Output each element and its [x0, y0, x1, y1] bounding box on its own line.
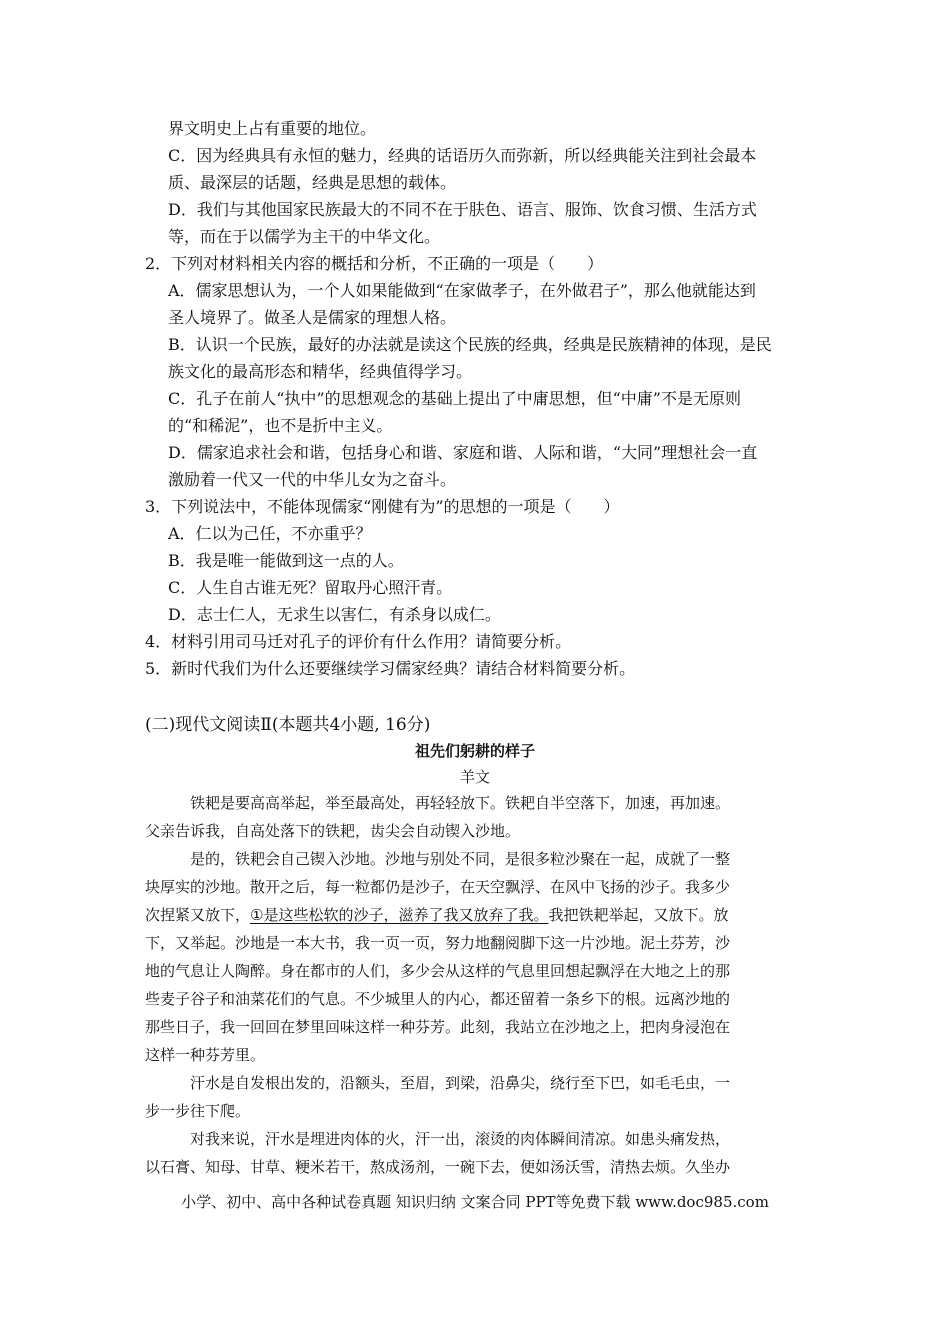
section-heading: (二)现代文阅读Ⅱ(本题共4小题, 16分) — [145, 715, 431, 735]
q3-stem: 3．下列说法中，不能体现儒家“刚健有为”的思想的一项是（ ） — [145, 497, 620, 516]
text-segment: 我把铁耙举起，又放下。放 — [548, 906, 729, 924]
q1-option-c-line2: 质、最深层的话题，经典是思想的载体。 — [168, 173, 457, 192]
q2-option-c-line2: 的“和稀泥”，也不是折中主义。 — [168, 416, 393, 435]
q1-option-c-line1: C．因为经典具有永恒的魅力，经典的话语历久而弥新，所以经典能关注到社会最本 — [168, 146, 757, 165]
q2-option-d-line1: D．儒家追求社会和谐，包括身心和谐、家庭和谐、人际和谐，“大同”理想社会一直 — [168, 443, 758, 462]
paragraph-line: 下，又举起。沙地是一本大书，我一页一页，努力地翻阅脚下这一片沙地。泥土芬芳，沙 — [145, 934, 731, 952]
paragraph-line-with-underline — [145, 905, 728, 925]
paragraph-line: 步一步往下爬。 — [145, 1102, 251, 1120]
footer-banner: 小学、初中、高中各种试卷真题 知识归纳 文案合同 PPT等免费下载 www.doc985.com — [181, 1193, 769, 1211]
paragraph-line: 对我来说，汗水是埋进肉体的火，汗一出，滚烫的肉体瞬间清凉。如患头痛发热， — [190, 1130, 731, 1148]
q2-option-d-line2: 激励着一代又一代的中华儿女为之奋斗。 — [168, 470, 457, 489]
underlined-sentence-1: ①是这些松软的沙子，滋养了我又放弃了我。 — [250, 906, 549, 924]
q3-option-c: C．人生自古谁无死？留取丹心照汗青。 — [168, 578, 453, 597]
paragraph-line: 地的气息让人陶醉。身在都市的人们，多少会从这样的气息里回想起飘浮在大地之上的那 — [145, 962, 731, 980]
paragraph-line: 以石膏、知母、甘草、粳米若干，熬成汤剂，一碗下去，便如汤沃雪，清热去烦。久坐办 — [145, 1158, 731, 1176]
paragraph-line: 是的，铁耙会自己锲入沙地。沙地与别处不同，是很多粒沙聚在一起，成就了一整 — [190, 850, 731, 868]
q2-option-b-line2: 族文化的最高形态和精华，经典值得学习。 — [168, 362, 473, 381]
paragraph-line: 汗水是自发根出发的，沿额头，至眉，到梁，沿鼻尖，绕行至下巴，如毛毛虫，一 — [190, 1074, 731, 1092]
text-segment: 次捏紧又放下， — [145, 906, 251, 924]
paragraph-line: 父亲告诉我，自高处落下的铁耙，齿尖会自动锲入沙地。 — [145, 822, 521, 840]
paragraph-line: 铁耙是要高高举起，举至最高处，再轻轻放下。铁耙自半空落下，加速，再加速。 — [190, 794, 731, 812]
q1-option-d-line1: D．我们与其他国家民族最大的不同不在于肤色、语言、服饰、饮食习惯、生活方式 — [168, 200, 757, 219]
paragraph-line: 些麦子谷子和油菜花们的气息。不少城里人的内心，都还留着一条乡下的根。远离沙地的 — [145, 990, 731, 1008]
q5-stem: 5．新时代我们为什么还要继续学习儒家经典？请结合材料简要分析。 — [145, 659, 636, 678]
q2-option-b-line1: B．认识一个民族，最好的办法就是读这个民族的经典，经典是民族精神的体现，是民 — [168, 335, 772, 354]
q3-option-a: A．仁以为己任，不亦重乎？ — [168, 524, 372, 543]
q2-option-a-line1: A．儒家思想认为，一个人如果能做到“在家做孝子，在外做君子”，那么他就能达到 — [168, 281, 756, 300]
q3-option-b: B．我是唯一能做到这一点的人。 — [168, 551, 404, 570]
q1-option-b-tail: 界文明史上占有重要的地位。 — [168, 119, 377, 138]
q1-option-d-line2: 等，而在于以儒学为主干的中华文化。 — [168, 227, 441, 246]
passage-title: 祖先们躬耕的样子 — [414, 742, 535, 760]
passage-author: 羊文 — [459, 768, 490, 786]
paragraph-line: 块厚实的沙地。散开之后，每一粒都仍是沙子，在天空飘浮、在风中飞扬的沙子。我多少 — [145, 878, 731, 896]
q3-option-d: D．志士仁人，无求生以害仁，有杀身以成仁。 — [168, 605, 501, 624]
paragraph-line: 那些日子，我一回回在梦里回味这样一种芬芳。此刻，我站立在沙地之上，把肉身浸泡在 — [145, 1018, 731, 1036]
q2-stem: 2．下列对材料相关内容的概括和分析，不正确的一项是（ ） — [145, 254, 604, 273]
paragraph-line: 这样一种芬芳里。 — [145, 1046, 266, 1064]
q2-option-a-line2: 圣人境界了。做圣人是儒家的理想人格。 — [168, 308, 457, 327]
q2-option-c-line1: C．孔子在前人“执中”的思想观念的基础上提出了中庸思想，但“中庸”不是无原则 — [168, 389, 741, 408]
q4-stem: 4．材料引用司马迁对孔子的评价有什么作用？请简要分析。 — [145, 632, 572, 651]
